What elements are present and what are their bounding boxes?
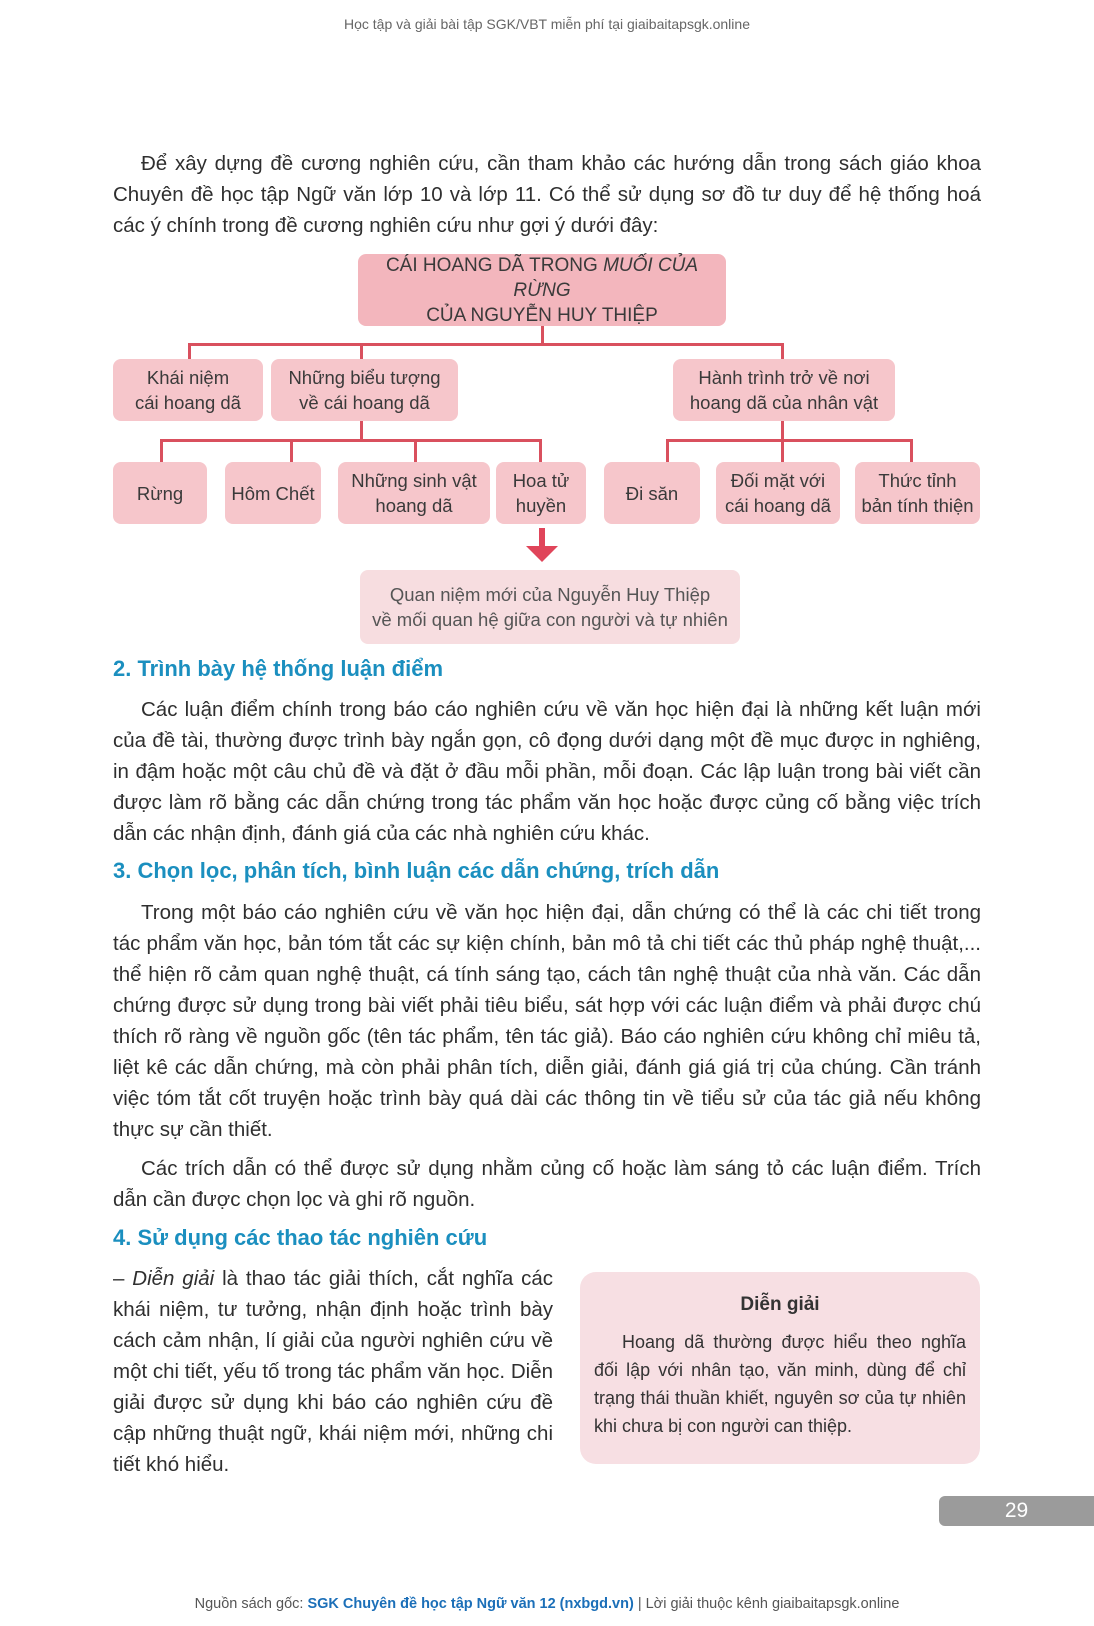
- mindmap-forest: Rừng: [113, 462, 207, 524]
- arrow-head-icon: [526, 546, 558, 562]
- mindmap-hunting: Đi săn: [604, 462, 700, 524]
- dien-giai-box-title: Diễn giải: [740, 1294, 820, 1315]
- section-2-text: Các luận điểm chính trong báo cáo nghiên cứu về văn học hiện đại là những kết luận mới của đề tài, thường được trình bày ngắn gọn, cô đọng dưới dạng một đề mục được in nghiêng, in đậm hoặc một câu chủ đề và đặt ở đầu mỗi phần, mỗi đoạn. Các lập luận trong bài viết cần được làm rõ bằng các dẫn chứng trong tác phẩm văn học hoặc được củng cố bằng việc trích dẫn các nhận định, đánh giá của các nhà nghiên cứu khác.: [113, 698, 981, 845]
- section-4-heading: 4. Sử dụng các thao tác nghiên cứu: [113, 1225, 488, 1250]
- section-4-text: là thao tác giải thích, cắt nghĩa các khái niệm, tư tưởng, nhận định hoặc trình bày cách cảm nhận, lí giải của người nghiên cứu về một chi tiết, yếu tố trong tác phẩm văn học. Diễn giải được sử dụng khi báo cáo nghiên cứu đề cập những thuật ngữ, khái niệm mới, những chi tiết khó hiểu.: [113, 1267, 553, 1476]
- section-4-paragraph: [113, 1263, 553, 1480]
- mindmap-hoa-tu-huyen: Hoa tử huyền: [496, 462, 586, 524]
- mindmap-hom-chet: Hôm Chết: [225, 462, 321, 524]
- section-3-heading: 3. Chọn lọc, phân tích, bình luận các dẫn chứng, trích dẫn: [113, 858, 720, 883]
- dash: –: [113, 1267, 133, 1290]
- mindmap-concept: Khái niệm cái hoang dã: [113, 359, 263, 421]
- footer-source-link[interactable]: SGK Chuyên đề học tập Ngữ văn 12 (nxbgd.vn): [307, 1596, 634, 1612]
- mindmap-symbols: Những biểu tượng về cái hoang dã: [271, 359, 458, 421]
- mindmap-journey: Hành trình trở về nơi hoang dã của nhân vật: [673, 359, 895, 421]
- root-text-line2: CỦA NGUYỄN HUY THIỆP: [426, 304, 658, 326]
- section-2-heading: 2. Trình bày hệ thống luận điểm: [113, 656, 444, 681]
- intro-text: Để xây dựng đề cương nghiên cứu, cần tham khảo các hướng dẫn trong sách giáo khoa Chuyên đề học tập Ngữ văn lớp 10 và lớp 11. Có thể sử dụng sơ đồ tư duy để hệ thống hoá các ý chính trong đề cương nghiên cứu như gợi ý dưới đây:: [113, 152, 981, 237]
- mindmap-conclusion: Quan niệm mới của Nguyễn Huy Thiệp về mối quan hệ giữa con người và tự nhiên: [360, 570, 740, 644]
- section-3-paragraph-2: [113, 1153, 981, 1215]
- dien-giai-box-text: [594, 1328, 966, 1440]
- arrow-down-icon: [539, 528, 545, 546]
- dien-giai-box: [580, 1272, 980, 1464]
- mind-map: [0, 0, 1094, 660]
- term-dien-giai: Diễn giải: [132, 1267, 215, 1290]
- root-text-pre: CÁI HOANG DÃ TRONG: [385, 254, 604, 276]
- footer: [0, 1596, 1094, 1612]
- footer-suffix: | Lời giải thuộc kênh giaibaitapsgk.online: [633, 1596, 900, 1612]
- mindmap-awakening: Thức tỉnh bản tính thiện: [855, 462, 980, 524]
- mindmap-root: [358, 254, 726, 326]
- root-text-italic: MUỐI CỦA RỪNG: [513, 254, 699, 301]
- footer-prefix: Nguồn sách gốc:: [194, 1596, 308, 1612]
- section-3-paragraph-1: [113, 897, 981, 1145]
- intro-paragraph: [113, 148, 981, 241]
- page-number: 29: [939, 1496, 1094, 1526]
- section-3-text-1: Trong một báo cáo nghiên cứu về văn học hiện đại, dẫn chứng có thể là các chi tiết trong tác phẩm văn học, bản tóm tắt các sự kiện chính, bản mô tả chi tiết các thủ pháp nghệ thuật,... thể hiện rõ cảm quan nghệ thuật, cá tính sáng tạo, cách tân nghệ thuật của nhà văn. Các dẫn chứng được sử dụng trong bài viết phải tiêu biểu, sát hợp với các luận điểm và phải được chú thích rõ ràng về nguồn gốc (tên tác phẩm, tên tác giả). Báo cáo nghiên cứu không chỉ miêu tả, liệt kê các dẫn chứng, mà còn phải phân tích, diễn giải, đánh giá giá trị của chúng. Cần tránh việc tóm tắt cốt truyện hoặc trình bày quá dài các thông tin về tiểu sử của tác giả nếu không thực sự cần thiết.: [113, 901, 981, 1141]
- section-2-paragraph: [113, 694, 981, 849]
- section-3-text-2: Các trích dẫn có thể được sử dụng nhằm củng cố hoặc làm sáng tỏ các luận điểm. Trích dẫn cần được chọn lọc và ghi rõ nguồn.: [113, 1157, 981, 1211]
- dien-giai-box-body: Hoang dã thường được hiểu theo nghĩa đối lập với nhân tạo, văn minh, dùng để chỉ trạng thái thuần khiết, nguyên sơ của tự nhiên khi chưa bị con người can thiệp.: [594, 1332, 966, 1436]
- header-note: Học tập và giải bài tập SGK/VBT miễn phí tại giaibaitapsgk.online: [344, 16, 750, 32]
- mindmap-wild-creatures: Những sinh vật hoang dã: [338, 462, 490, 524]
- mindmap-facing-wild: Đối mặt với cái hoang dã: [716, 462, 840, 524]
